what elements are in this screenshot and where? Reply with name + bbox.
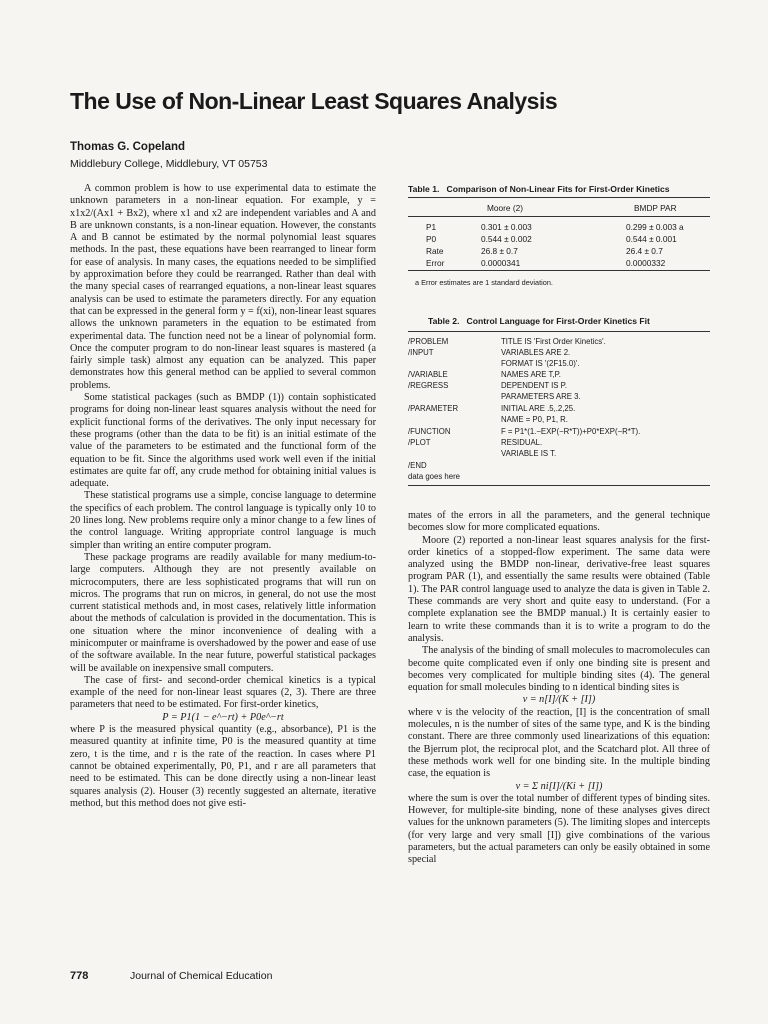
table1-row-name: P0 — [426, 234, 437, 244]
table2-command: TITLE IS 'First Order Kinetics'. — [501, 337, 606, 346]
body-paragraph: Some statistical packages (such as BMDP (1)) contain sophisticated programs for doing non-linear least squares analysis without the need for explicit functional forms of the derivatives. The only input necessary for these programs (other than the data to be fit) is an initial estimate of the value of the parameters to be estimated and the functional form of the equation to be fit. Since the algorithms used work well even if the initial estimates are quite far off, any crude method for obtaining initial values is adequate. — [70, 392, 376, 490]
table1-header-rule — [408, 216, 710, 217]
body-paragraph: where P is the measured physical quantity (e.g., absorbance), P1 is the measured quantity at infinite time, P0 is the measured quantity at time zero, t is the time, and r is the rate of the reaction. In cases where P1 cannot be obtained experimentally, P0, P1, and r are all parameters that need to be estimated. This can be done directly using a non-linear least squares analysis (2). Houser (3) recently suggested an alternate, iterative method, but this method does not give esti- — [70, 724, 376, 809]
body-paragraph: These package programs are readily available for many medium-to-large computers. Although they are not presently available on microcomputers, there are less sophisticated programs that will run on micros. The programs that run on micros, in general, do not use the most current statistical methods and, in most cases, relatively little information about the methods of calculation is provided in the documentation. This is one situation where the minor inconvenience of dealing with a minicomputer or mainframe is overshadowed by the power and ease of use of the software available. In the near future, powerful statistical packages will be available on inexpensive small computers. — [70, 551, 376, 674]
table2-keyword: /PLOT — [408, 438, 431, 447]
article-title: The Use of Non-Linear Least Squares Analysis — [70, 88, 558, 114]
kinetics-equation: P = P1(1 − e^−rt) + P0e^−rt — [162, 711, 284, 723]
table1-row-name: P1 — [426, 222, 437, 232]
table2-command: RESIDUAL. — [501, 438, 543, 447]
table2-command: INITIAL ARE .5,.2,25. — [501, 404, 576, 413]
table1-col-header: BMDP PAR — [634, 203, 677, 213]
body-paragraph: Moore (2) reported a non-linear least squares analysis for the first-order kinetics of a stopped-flow experiment. The same data were analyzed using the BMDP non-linear, derivative-free least squares program PAR (1), and essentially the same results were obtained (Table 1). The PAR control language used to analyze the data is given in Table 2. These commands are very short and quite easy to understand. (For a complete explanation see the BMDP manual.) It is certainly easier to learn to write these commands than it is to write a program to do the analysis. — [408, 534, 710, 644]
table1-row-name: Rate — [426, 246, 444, 256]
multiple-binding-equation: v = Σ ni[I]/(Ki + [I]) — [515, 780, 603, 792]
table2-command: PARAMETERS ARE 3. — [501, 392, 581, 401]
table2-command: FORMAT IS '(2F15.0)'. — [501, 359, 580, 368]
table1-cell: 26.4 ± 0.7 — [626, 246, 663, 256]
table1-bottom-rule — [408, 270, 710, 271]
table1-cell: 26.8 ± 0.7 — [481, 246, 518, 256]
table2-keyword: /PARAMETER — [408, 404, 459, 413]
journal-name: Journal of Chemical Education — [130, 970, 273, 982]
table1-cell: 0.544 ± 0.002 — [481, 234, 532, 244]
table1-cell: 0.0000332 — [626, 258, 666, 268]
table2-label: Table 2. — [428, 316, 460, 326]
author-name: Thomas G. Copeland — [70, 141, 186, 153]
body-paragraph: where v is the velocity of the reaction, [I] is the concentration of small molecules, n is the number of sites of the same type, and K is the binding constant. There are three commonly used linearizations of this equation: the Bjerrum plot, the reciprocal plot, and the Scatchard plot. All three of these methods work well for one binding site. In the multiple binding case, the equation is — [408, 706, 710, 780]
table2-keyword: /FUNCTION — [408, 427, 451, 436]
body-paragraph: mates of the errors in all the parameters, and the general technique becomes slow for more complicated equations. — [408, 510, 710, 534]
table1-top-rule — [408, 197, 710, 198]
table2-keyword: /VARIABLE — [408, 370, 448, 379]
table2-keyword: /REGRESS — [408, 381, 449, 390]
table1-col-header: Moore (2) — [487, 203, 523, 213]
table2-command: NAME = P0, P1, R. — [501, 415, 568, 424]
table2-command: NAMES ARE T,P. — [501, 370, 561, 379]
table2-keyword: /PROBLEM — [408, 337, 449, 346]
table2-command: F = P1*(1.−EXP(−R*T))+P0*EXP(−R*T). — [501, 427, 641, 436]
table1-caption: Comparison of Non-Linear Fits for First-Order Kinetics — [446, 184, 670, 194]
body-paragraph: where the sum is over the total number of different types of binding sites. However, for multiple-site binding, none of these analyses gives direct values for the unknown parameters (5). The limiting slopes and intercepts (for very large and very small [I]) give combinations of the various parameters, but the actual parameters can only be easily obtained in some special — [408, 792, 710, 866]
body-paragraph: These statistical programs use a simple, concise language to determine the specifics of each problem. The control language is typically only 10 to 20 lines long. New problems require only a minor change to a few lines of the control language. Writing appropriate control language is much simpler than writing an entire computer program. — [70, 490, 376, 551]
table1-footnote: a Error estimates are 1 standard deviation. — [415, 278, 553, 287]
body-paragraph: The case of first- and second-order chemical kinetics is a typical example of the need for non-linear least squares (2, 3). There are three parameters that need to be estimated. For first-order kinetics, — [70, 674, 376, 711]
table2-keyword: data goes here — [408, 472, 461, 481]
table2-keyword: /END — [408, 461, 427, 470]
table2-top-rule — [408, 331, 710, 332]
table2-bottom-rule — [408, 485, 710, 486]
page-number: 778 — [70, 970, 89, 982]
table1-row-name: Error — [426, 258, 445, 268]
body-paragraph: A common problem is how to use experimental data to estimate the unknown parameters in a non-linear equation. For example, y = x1x2/(Ax1 + Bx2), where x1 and x2 are independent variables and A and B are unknown constants, is a non-linear equation. However, the constants A and B cannot be estimated by the normal polynomial least squares methods. In the past, these equations have been rearranged to linear form for ease of analysis. In many cases, the equations needed to be simplified by approximation before they could be rearranged. Rather than deal with the many special cases of rearranged equations, a non-linear least squares analysis can be used to estimate the parameters directly. For any equation that can be expressed in the general form y = f(xi), non-linear least squares allows the unknown parameters in the equation to be estimated from experimental data. The function need not be a linear of polynomial form. Once the computer program to do non-linear least squares is mastered (a fairly simple task) almost any equation can be analyzed. This paper demonstrates how this general method can be applied to several common problems. — [70, 183, 376, 391]
author-affiliation: Middlebury College, Middlebury, VT 05753 — [70, 158, 268, 170]
table1-cell: 0.0000341 — [481, 258, 521, 268]
table2-title — [428, 316, 650, 326]
binding-equation: v = n[I]/(K + [I]) — [522, 694, 596, 706]
left-column — [70, 183, 376, 810]
body-paragraph: The analysis of the binding of small molecules to macromolecules can become quite complicated even if only one binding site is present and becomes very complicated for multiple binding sites (4). The general equation for small molecules binding to n identical binding sites is — [408, 645, 710, 694]
table2-command: DEPENDENT IS P. — [501, 381, 568, 390]
table1-cell: 0.544 ± 0.001 — [626, 234, 677, 244]
table1-cell: 0.299 ± 0.003 a — [626, 222, 684, 232]
table2-keyword: /INPUT — [408, 348, 434, 357]
table1-cell: 0.301 ± 0.003 — [481, 222, 532, 232]
table2-command: VARIABLES ARE 2. — [501, 348, 571, 357]
table2-caption: Control Language for First-Order Kinetics Fit — [466, 316, 650, 326]
right-column — [408, 510, 710, 867]
table1-title — [408, 184, 670, 194]
table2-command: VARIABLE IS T. — [501, 449, 557, 458]
table1-label: Table 1. — [408, 184, 440, 194]
